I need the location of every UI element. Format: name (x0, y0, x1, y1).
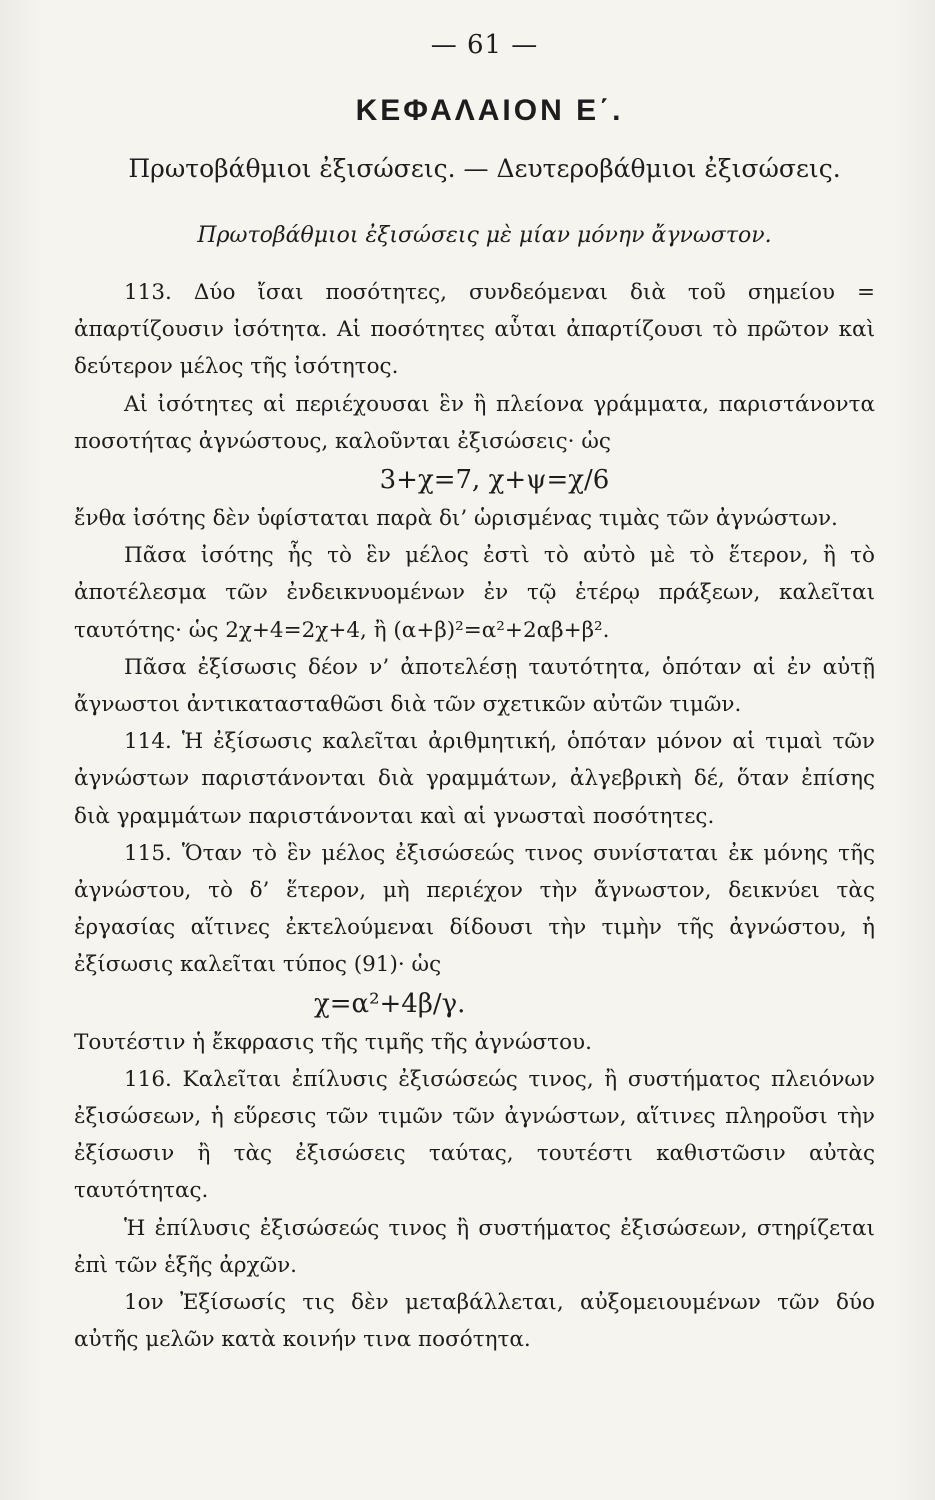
paragraph-113: 113. Δύο ἴσαι ποσότητες, συνδεόμεναι διὰ τοῦ σημείου = ἀπαρτίζουσιν ἰσότητα. Αἱ ποσότητες αὗται ἀπαρτίζουσι τὸ πρῶτον καὶ δεύτερον μέλος τῆς ἰσότητος. (74, 280, 875, 380)
paragraph-113-c: ἔνθα ἰσότης δὲν ὑφίσταται παρὰ δι’ ὡρισμένας τιμὰς τῶν ἀγνώστων. (74, 506, 838, 532)
paragraph-114: 114. Ἡ ἐξίσωσις καλεῖται ἀριθμητική, ὁπόταν μόνον αἱ τιμαὶ τῶν ἀγνώστων παριστάνονται διὰ γραμμάτων, ἀλγεβρικὴ δέ, ὅταν ἐπίσης διὰ γραμμάτων παριστάνονται καὶ αἱ γνωσταὶ ποσότητες. (74, 729, 875, 829)
paragraph-116-b: Ἡ ἐπίλυσις ἐξισώσεώς τινος ἢ συστήματος ἐξισώσεων, στηρίζεται ἐπὶ τῶν ἑξῆς ἀρχῶν. (74, 1215, 875, 1278)
paragraph-113-b: Αἱ ἰσότητες αἱ περιέχουσαι ἓν ἢ πλείονα γράμματα, παριστάνοντα ποσοτήτας ἀγνώστους, καλοῦνται ἐξισώσεις· ὡς (74, 391, 875, 454)
equation-2: χ=α²+4β/γ. (314, 988, 466, 1019)
paragraph-115-b: Τουτέστιν ἡ ἔκφρασις τῆς τιμῆς τῆς ἀγνώστου. (74, 1029, 592, 1055)
paragraph-115: 115. Ὅταν τὸ ἓν μέλος ἐξισώσεώς τινος συνίσταται ἐκ μόνης τῆς ἀγνώστου, τὸ δ’ ἕτερον, μὴ περιέχον τὴν ἄγνωστον, δεικνύει τὰς ἐργασίας αἵτινες ἐκτελούμεναι δίδουσι τὴν τιμὴν τῆς ἀγνώστου, ἡ ἐξίσωσις καλεῖται τύπος (91)· ὡς (74, 840, 875, 978)
paragraph-113-e: Πᾶσα ἐξίσωσις δέον ν’ ἀποτελέσῃ ταυτότητα, ὁπόταν αἱ ἐν αὐτῇ ἄγνωστοι ἀντικατασταθῶσι διὰ τῶν σχετικῶν αὐτῶν τιμῶν. (74, 654, 875, 718)
page-number: — 61 — (430, 30, 539, 60)
paragraph-116-c: 1ον Ἐξίσωσίς τις δὲν μεταβάλλεται, αὐξομειουμένων τῶν δύο αὐτῆς μελῶν κατὰ κοινήν τινα ποσότητα. (74, 1290, 875, 1353)
paragraph-116: 116. Καλεῖται ἐπίλυσις ἐξισώσεώς τινος, ἢ συστήματος πλειόνων ἐξισώσεων, ἡ εὕρεσις τῶν τιμῶν τῶν ἀγνώστων, αἵτινες πληροῦσι τὴν ἐξίσωσιν ἢ τὰς ἐξισώσεις ταύτας, τουτέστι καθιστῶσιν αὐτὰς ταυτότητας. (74, 1066, 875, 1204)
chapter-title: ΚΕΦΑΛΑΙΟΝ Ε΄. (355, 94, 624, 127)
chapter-subtitle: Πρωτοβάθμιοι ἐξισώσεις. — Δευτεροβάθμιοι ἐξισώσεις. (128, 154, 841, 183)
paragraph-113-d: Πᾶσα ἰσότης ἧς τὸ ἓν μέλος ἐστὶ τὸ αὐτὸ μὲ τὸ ἕτερον, ἢ τὸ ἀποτέλεσμα τῶν ἐνδεικνυομένων ἐν τῷ ἑτέρῳ πράξεων, καλεῖται ταυτότης· ὡς 2χ+4=2χ+4, ἢ (α+β)²=α²+2αβ+β². (74, 543, 875, 643)
equation-1: 3+χ=7, χ+ψ=χ/6 (379, 465, 610, 496)
section-heading: Πρωτοβάθμιοι ἐξισώσεις μὲ μίαν μόνην ἄγνωστον. (197, 223, 772, 248)
